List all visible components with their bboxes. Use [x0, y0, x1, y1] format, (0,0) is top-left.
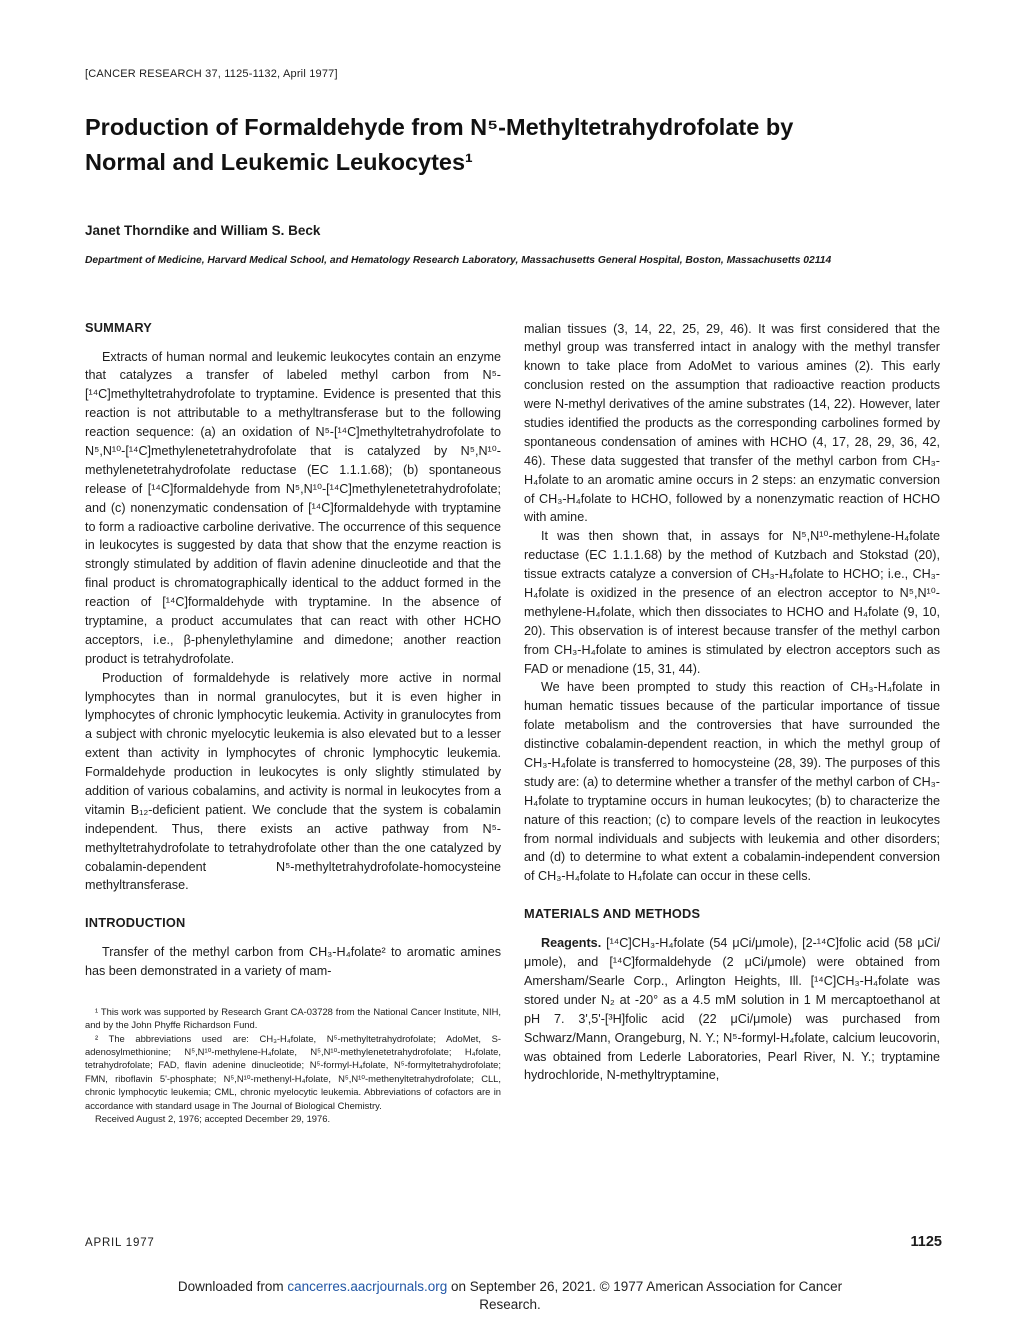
continued-paragraph: malian tissues (3, 14, 22, 25, 29, 46). It was first considered that the methyl group was transferred intact in analogy with the methyl transfer known to take place from AdoMet to various amines (2). This early conclusion rested on the assumption that radioactive reaction products were N-methyl derivatives of the amine substrates (14, 22). However, later studies identified the products as the corresponding carbolines formed by spontaneous condensation of amines with HCHO (4, 17, 28, 29, 36, 42, 46). These data suggested that transfer of the methyl carbon from CH₃-H₄folate to an aromatic amine occurs in 2 steps: an enzymatic conversion of CH₃-H₄folate to HCHO, followed by a nonenzymatic reaction of HCHO with amine. — [524, 321, 940, 525]
download-notice — [0, 1278, 1020, 1314]
summary-paragraph-1: Extracts of human normal and leukemic leukocytes contain an enzyme that catalyzes a transfer of labeled methyl carbon from N⁵-[¹⁴C]methyltetrahydrofolate to tryptamine. Evidence is presented that this reaction is not attributable to a methyltransferase but to the following reaction sequence: (a) an oxidation of N⁵-[¹⁴C]methyltetrahydrofolate to N⁵,N¹⁰-[¹⁴C]methylenetetrahydrofolate that is catalyzed by N⁵,N¹⁰-methylenetetrahydrofolate reductase (EC 1.1.1.68); (b) spontaneous release of [¹⁴C]formaldehyde from N⁵,N¹⁰-[¹⁴C]methylenetetrahydrofolate; and (c) nonenzymatic condensation of [¹⁴C]formaldehyde with tryptamine to form a radioactive carboline derivative. The occurrence of this sequence in leukocytes is suggested by data that show that the enzyme reaction is strongly stimulated by addition of flavin adenine dinucleotide and that the final product is chromatographically identical to the adduct formed in the reaction of [¹⁴C]formaldehyde with tryptamine. In the absence of tryptamine, a product accumulates that can react with other HCHO acceptors, i.e., β-phenylethylamine and dimedone; another reaction product is tetrahydrofolate. — [85, 349, 501, 666]
paper-title — [85, 110, 942, 181]
issue-date: APRIL 1977 — [85, 1237, 155, 1249]
introduction-heading: INTRODUCTION — [85, 915, 186, 931]
reagents-runin-heading: Reagents. — [541, 936, 602, 951]
reagents-paragraph — [524, 934, 940, 1085]
authors: Janet Thorndike and William S. Beck — [85, 222, 321, 238]
reductase-paragraph: It was then shown that, in assays for N⁵,N¹⁰-methylene-H₄folate reductase (EC 1.1.1.68) by the method of Kutzbach and Stokstad (20), tissue extracts catalyze a conversion of CH₃-H₄folate to HCHO; i.e., CH₃-H₄folate is oxidized in the presence of an electron acceptor to N⁵,N¹⁰-methylene-H₄folate, which then dissociates to HCHO and H₄folate (9, 10, 20). This observation is of interest because transfer of the methyl carbon from CH₃-H₄folate to amines is stimulated by electron acceptors such as FAD or menadione (15, 31, 44). — [524, 529, 940, 676]
title-line-1: Production of Formaldehyde from N⁵-Methyltetrahydrofolate by — [85, 114, 794, 140]
reagents-text: [¹⁴C]CH₃-H₄folate (54 μCi/μmole), [2-¹⁴C]folic acid (58 μCi/μmole), and [¹⁴C]formaldehyde (2 μCi/μmole) were obtained from Amersham/Searle Corp., Arlington Heights, Ill. [¹⁴C]CH₃-H₄folate was stored under N₂ at -20° as a 4.5 mM solution in 1 M mercaptoethanol at pH 7. 3',5'-[³H]folic acid (22 μCi/μmole) was purchased from Schwarz/Mann, Orangeburg, N. Y.; N⁵-formyl-H₄folate, calcium leucovorin, was obtained from Lederle Laboratories, Pearl River, N. Y.; tryptamine hydrochloride, N-methyltryptamine, — [524, 936, 940, 1083]
materials-methods-heading: MATERIALS AND METHODS — [524, 906, 701, 922]
download-notice-line-1 — [0, 1278, 1020, 1296]
download-suffix: on September 26, 2021. © 1977 American Association for Cancer — [447, 1278, 843, 1294]
summary-paragraph-2: Production of formaldehyde is relatively more active in normal lymphocytes than in normal granulocytes, but it is even higher in lymphocytes of chronic lymphocytic leukemia. Activity in granulocytes from a subject with chronic myelocytic leukemia is also elevated but to a lesser extent than activity in lymphocytes of chronic lymphocytic leukemia. Formaldehyde production in leukocytes is only slightly stimulated by addition of various cobalamins, and activity is normal in leukocytes from a vitamin B₁₂-deficient patient. We conclude that the system is cobalamin independent. Thus, there exists an active pathway from N⁵-methyltetrahydrofolate to tetrahydrofolate other than the one catalyzed by cobalamin-dependent N⁵-methyltetrahydrofolate-homocysteine methyltransferase. — [85, 670, 501, 893]
download-notice-line-2: Research. — [479, 1296, 541, 1312]
affiliation: Department of Medicine, Harvard Medical School, and Hematology Research Laboratory, Massachusetts General Hospital, Boston, Massachusetts 02114 — [85, 254, 832, 266]
introduction-paragraph: Transfer of the methyl carbon from CH₃-H₄folate² to aromatic amines has been demonstrated in a variety of mam- — [85, 945, 501, 979]
footnotes-block — [85, 1005, 501, 1125]
left-column — [85, 320, 501, 1238]
footnote-received-accepted: Received August 2, 1976; accepted December 29, 1976. — [95, 1112, 331, 1124]
journal-site-link[interactable]: cancerres.aacrjournals.org — [287, 1278, 448, 1294]
download-prefix: Downloaded from — [177, 1278, 288, 1294]
page-number: 1125 — [910, 1234, 942, 1250]
summary-heading: SUMMARY — [85, 319, 153, 335]
study-purpose-paragraph: We have been prompted to study this reaction of CH₃-H₄folate in human hematic tissues because of the particular importance of tissue folate metabolism and the controversies that have surrounded the distinctive cobalamin-dependent reaction, in which the methyl group of CH₃-H₄folate is transferred to homocysteine (28, 39). The purposes of this study are: (a) to determine whether a transfer of the methyl carbon of CH₃-H₄folate to tryptamine occurs in human leukocytes; (b) to characterize the nature of this reaction; (c) to compare levels of the reaction in leukocytes from normal individuals and subjects with leukemia and other disorders; and (d) to determine to what extent a cobalamin-independent conversion of CH₃-H₄folate to H₄folate can occur in these cells. — [524, 680, 940, 884]
two-column-body — [85, 320, 942, 1238]
page-footer-bar — [85, 1234, 942, 1250]
right-column — [524, 320, 940, 1238]
footnote-1: ¹ This work was supported by Research Grant CA-03728 from the National Cancer Institute, NIH, and by the John Phyffe Richardson Fund. — [85, 1006, 501, 1031]
title-line-2: Normal and Leukemic Leukocytes¹ — [85, 149, 473, 176]
journal-citation: [CANCER RESEARCH 37, 1125-1132, April 1977] — [85, 68, 338, 80]
footnote-2-abbreviations: ² The abbreviations used are: CH₃-H₄folate, N⁵-methyltetrahydrofolate; AdoMet, S-adenosylmethionine; N⁵,N¹⁰-methylene-H₄folate, N⁵,N¹⁰-methylenetetrahydrofolate; H₄folate, tetrahydrofolate; FAD, flavin adenine dinucleotide; N⁵-formyl-H₄folate, N⁵-formyltetrahydrofolate; FMN, riboflavin 5'-phosphate; N⁵,N¹⁰-methenyl-H₄folate, N⁵,N¹⁰-methenyltetrahydrofolate; CLL, chronic lymphocytic leukemia; CML, chronic myelocytic leukemia. Abbreviations of cofactors are in accordance with standard usage in The Journal of Biological Chemistry. — [85, 1032, 501, 1111]
